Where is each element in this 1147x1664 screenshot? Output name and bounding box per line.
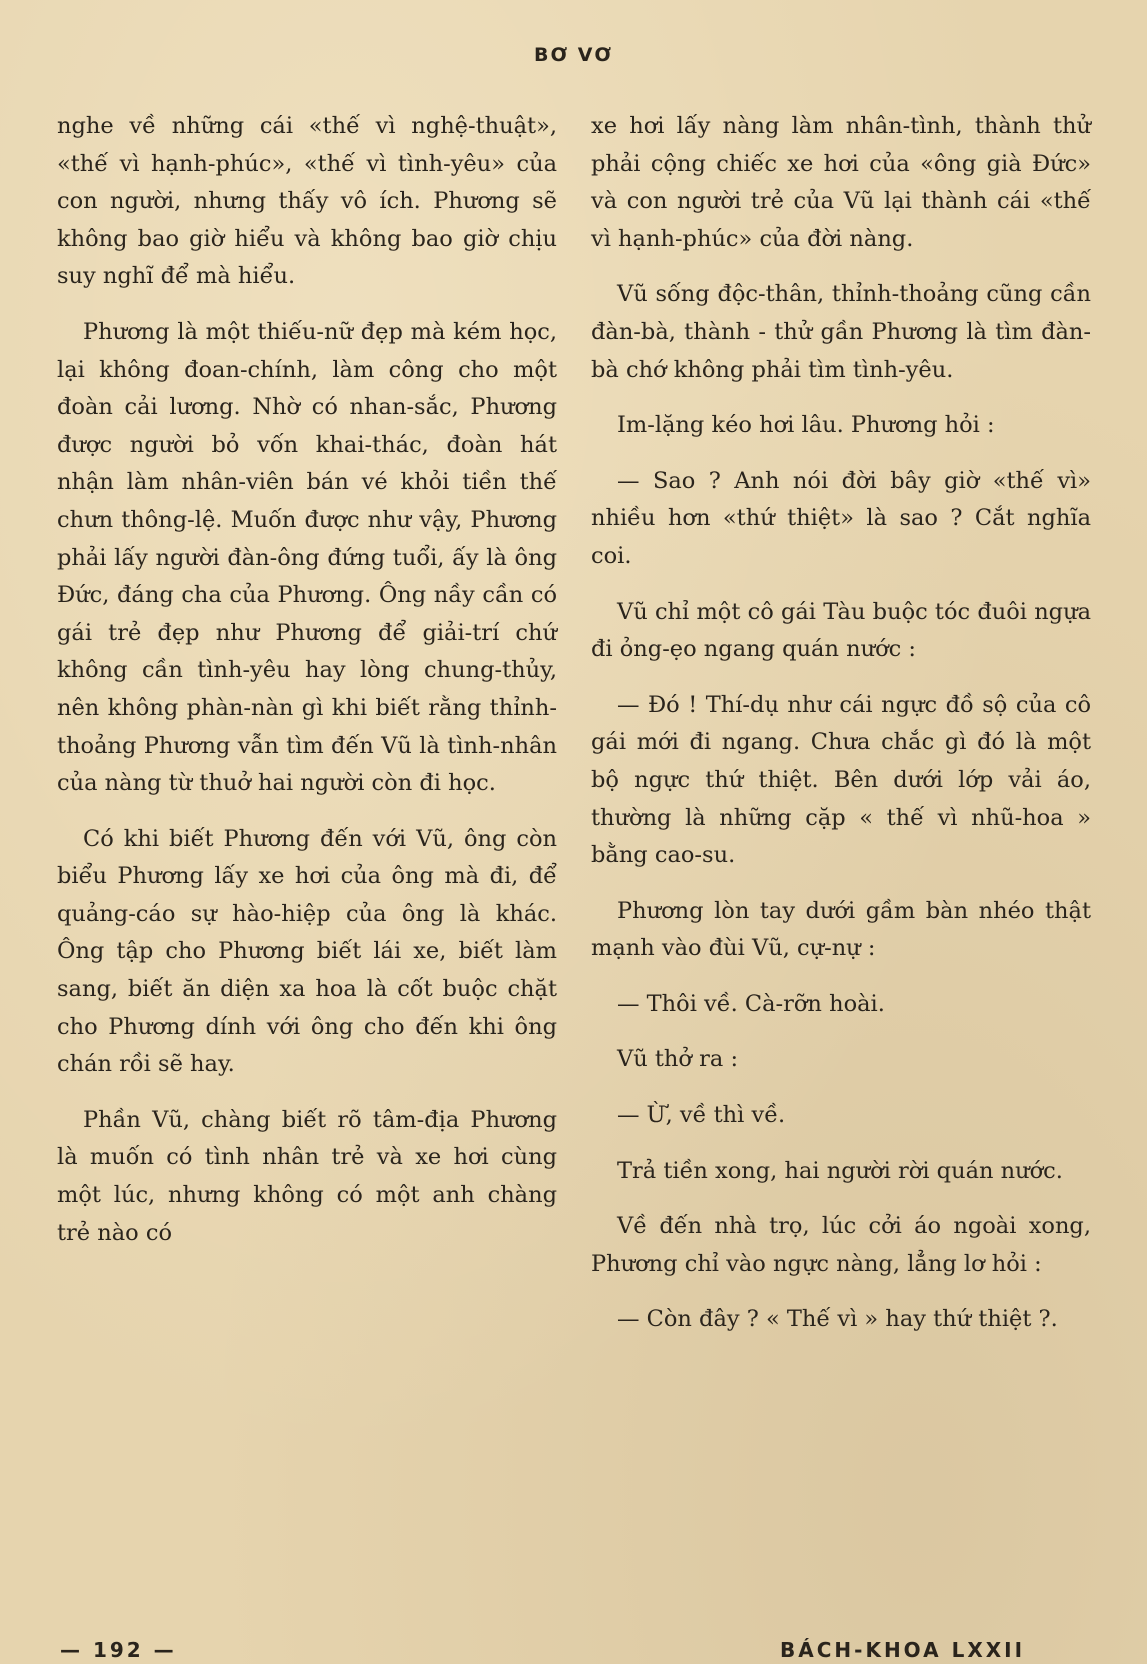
page-number: — 192 — (60, 1638, 177, 1662)
left-column (57, 108, 557, 1270)
dialog-line: — Ừ, về thì về. (617, 1102, 786, 1129)
paragraph: Vũ chỉ một cô gái Tàu buộc tóc đuôi ngựa đi ỏng-ẹo ngang quán nước : (591, 598, 1091, 663)
paragraph: Phương là một thiếu-nữ đẹp mà kém học, lại không đoan-chính, làm công cho một đoàn cải lương. Nhờ có nhan-sắc, Phương được người bỏ vốn khai-thác, đoàn hát nhận làm nhân-viên bán vé khỏi tiền thế chưn thông-lệ. Muốn được như vậy, Phương phải lấy người đàn-ông đứng tuổi, ấy là ông Đức, đáng cha của Phương. Ông nầy cần có gái trẻ đẹp như Phương để giải-trí chứ không cần tình-yêu hay lòng chung-thủy, nên không phàn-nàn gì khi biết rằng thỉnh-thoảng Phương vẫn tìm đến Vũ là tình-nhân của nàng từ thuở hai người còn đi học. (57, 318, 557, 797)
dialog-line: — Đó ! Thí-dụ như cái ngực đồ sộ của cô gái mới đi ngang. Chưa chắc gì đó là một bộ ngực thứ thiệt. Bên dưới lớp vải áo, thường là những cặp « thế vì nhũ-hoa » bằng cao-su. (591, 691, 1091, 869)
right-column (591, 108, 1091, 1357)
dialog-line: — Thôi về. Cà-rỡn hoài. (617, 990, 885, 1017)
dialog-line: — Sao ? Anh nói đời bây giờ «thế vì» nhiều hơn «thứ thiệt» là sao ? Cắt nghĩa coi. (591, 467, 1091, 569)
journal-name: BÁCH-KHOA LXXII (780, 1638, 1026, 1662)
paragraph: Có khi biết Phương đến với Vũ, ông còn biểu Phương lấy xe hơi của ông mà đi, để quảng-cáo sự hào-hiệp của ông là khác. Ông tập cho Phương biết lái xe, biết làm sang, biết ăn diện xa hoa là cốt buộc chặt cho Phương dính với ông cho đến khi ông chán rồi sẽ hay. (57, 825, 557, 1078)
paragraph: Im-lặng kéo hơi lâu. Phương hỏi : (617, 412, 995, 439)
paragraph: xe hơi lấy nàng làm nhân-tình, thành thử phải cộng chiếc xe hơi của «ông già Đức» và con người trẻ của Vũ lại thành cái «thế vì hạnh-phúc» của đời nàng. (591, 113, 1091, 252)
paragraph: Phần Vũ, chàng biết rõ tâm-địa Phương là muốn có tình nhân trẻ và xe hơi cùng một lúc, nhưng không có một anh chàng trẻ nào có (57, 1106, 557, 1246)
paragraph: Trả tiền xong, hai người rời quán nước. (617, 1157, 1063, 1184)
paragraph: Phương lòn tay dưới gầm bàn nhéo thật mạnh vào đùi Vũ, cự-nự : (591, 897, 1091, 962)
paragraph: Vũ thở ra : (617, 1046, 739, 1073)
running-header: BƠ VƠ (534, 44, 613, 66)
paragraph: Về đến nhà trọ, lúc cởi áo ngoài xong, Phương chỉ vào ngực nàng, lẳng lơ hỏi : (591, 1213, 1091, 1277)
paragraph: nghe về những cái «thế vì nghệ-thuật», «thế vì hạnh-phúc», «thế vì tình-yêu» của con người, nhưng thấy vô ích. Phương sẽ không bao giờ hiểu và không bao giờ chịu suy nghĩ để mà hiểu. (57, 113, 557, 290)
paragraph: Vũ sống độc-thân, thỉnh-thoảng cũng cần đàn-bà, thành - thử gần Phương là tìm đàn-bà chớ không phải tìm tình-yêu. (591, 281, 1091, 383)
dialog-line: — Còn đây ? « Thế vì » hay thứ thiệt ?. (617, 1306, 1058, 1333)
